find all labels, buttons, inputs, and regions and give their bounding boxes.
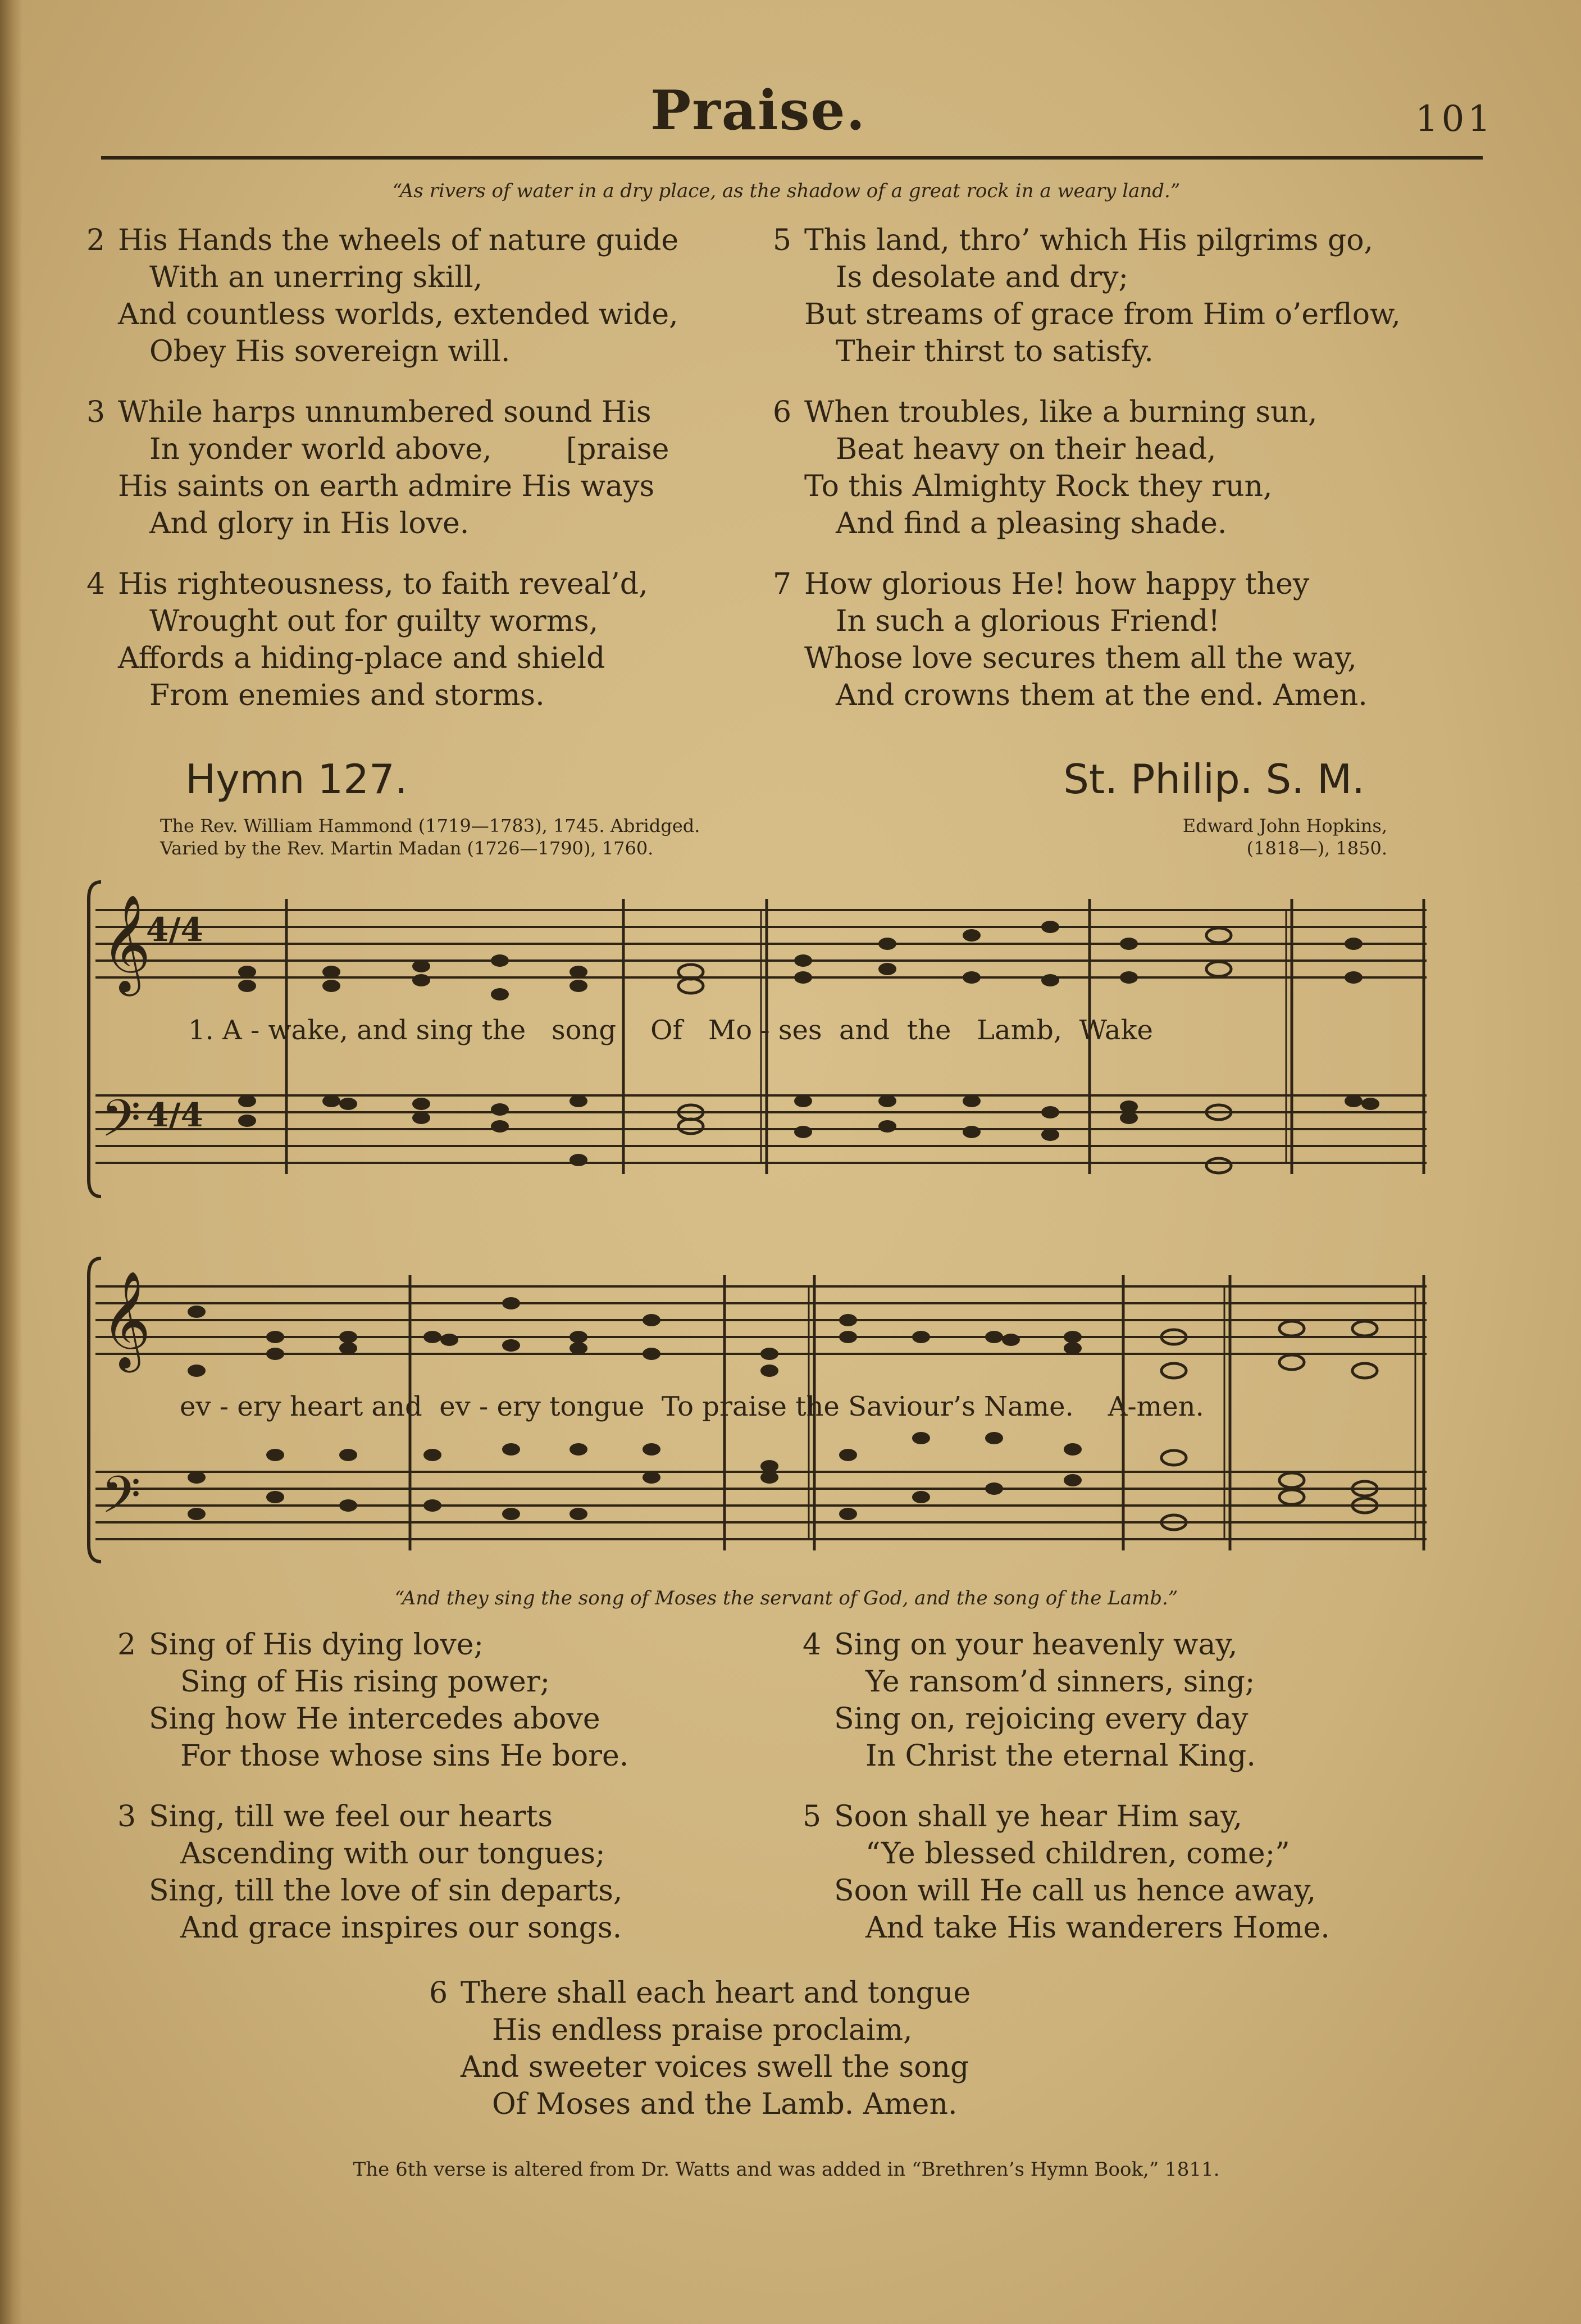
bass-clef-icon: 𝄢 — [101, 1465, 141, 1537]
verse-line: In Christ the eternal King. — [865, 1739, 1256, 1773]
verse-line: And crowns them at the end. Amen. — [836, 679, 1368, 712]
verse-number: 3 — [117, 1800, 136, 1834]
composer-line: Edward John Hopkins, — [1182, 815, 1387, 836]
verse-line: In yonder world above, [praise — [149, 433, 669, 466]
verse-number: 2 — [86, 224, 106, 257]
verse-number: 5 — [773, 224, 792, 257]
header-rule — [101, 156, 1483, 160]
page-title: Praise. — [650, 79, 866, 142]
verse-number: 2 — [117, 1628, 136, 1662]
verse-line: In such a glorious Friend! — [836, 604, 1220, 638]
verse-line: With an unerring skill, — [149, 261, 483, 294]
verse-line: Their thirst to satisfy. — [836, 335, 1154, 369]
verse-line: From enemies and storms. — [149, 679, 545, 712]
verse-line: Ye ransom’d sinners, sing; — [865, 1665, 1255, 1699]
verse-line: But streams of grace from Him o’erflow, — [804, 298, 1401, 331]
verse-line: His saints on earth admire His ways — [118, 470, 655, 503]
verse-line: His Hands the wheels of nature guide — [118, 224, 679, 257]
verse-line: Sing on, rejoicing every day — [834, 1702, 1249, 1736]
treble-clef-icon: 𝄞 — [101, 1271, 151, 1368]
verse-number: 4 — [86, 567, 106, 601]
top-epigraph: “As rivers of water in a dry place, as the shadow of a great rock in a weary land.” — [392, 180, 1181, 202]
verse-line: Whose love secures them all the way, — [804, 642, 1357, 675]
verse-line: And find a pleasing shade. — [836, 507, 1227, 540]
verse-line: For those whose sins He bore. — [180, 1739, 629, 1773]
top-right-verses — [771, 222, 1501, 714]
composer-line: (1818—), 1850. — [1246, 838, 1387, 859]
verse-line: Obey His sovereign will. — [149, 335, 511, 369]
verse-number: 4 — [803, 1628, 822, 1662]
verse-line: Soon shall ye hear Him say, — [834, 1800, 1243, 1834]
author-line: Varied by the Rev. Martin Madan (1726—1790), 1760. — [160, 838, 654, 859]
lyrics-line: 1. A - wake, and sing the song Of Mo - ses and the Lamb, Wake — [188, 1015, 1153, 1046]
verse-line: This land, thro’ which His pilgrims go, — [804, 224, 1374, 257]
verse-line: Sing, till we feel our hearts — [149, 1800, 553, 1834]
verse-line: How glorious He! how happy they — [804, 567, 1310, 601]
composer-credit — [955, 815, 1387, 859]
verse-number: 3 — [86, 395, 106, 429]
time-signature-bass: 4/4 — [146, 1096, 203, 1134]
music-system-1 — [84, 876, 1443, 1202]
verse-7 — [771, 566, 1501, 714]
verse-5 — [800, 1798, 1474, 1946]
tune-name: St. Philip. S. M. — [1063, 756, 1365, 803]
verse-line: His endless praise proclaim, — [492, 2013, 913, 2047]
verse-number: 7 — [773, 567, 792, 601]
verse-5 — [771, 222, 1501, 370]
verse-line: Is desolate and dry; — [836, 261, 1128, 294]
page-binding-shadow — [0, 0, 22, 2324]
lyrics-line: ev - ery heart and ev - ery tongue To praise the Saviour’s Name. A-men. — [180, 1391, 1204, 1422]
footnote: The 6th verse is altered from Dr. Watts and was added in “Brethren’s Hymn Book,” 1811. — [353, 2158, 1220, 2181]
verse-line: And countless worlds, extended wide, — [118, 298, 678, 331]
verse-line: Sing of His dying love; — [149, 1628, 484, 1662]
bass-clef-icon: 𝄢 — [101, 1089, 141, 1161]
verse-line: Sing how He intercedes above — [149, 1702, 600, 1736]
verse-line: When troubles, like a burning sun, — [804, 395, 1318, 429]
verse-line: Sing, till the love of sin departs, — [149, 1874, 623, 1908]
music-system-2 — [84, 1253, 1443, 1567]
verse-line: “Ye blessed children, come;” — [865, 1837, 1290, 1871]
verse-line: Sing of His rising power; — [180, 1665, 550, 1699]
verse-line: Soon will He call us hence away, — [834, 1874, 1316, 1908]
verse-3 — [115, 1798, 789, 1946]
verse-line: And sweeter voices swell the song — [461, 2050, 969, 2084]
author-line: The Rev. William Hammond (1719—1783), 1745. Abridged. — [160, 815, 700, 836]
bottom-right-verses — [800, 1626, 1474, 1946]
verse-line: Of Moses and the Lamb. Amen. — [492, 2087, 958, 2121]
bottom-left-verses — [115, 1626, 789, 1946]
verse-number: 6 — [429, 1976, 448, 2010]
verse-2 — [115, 1626, 789, 1775]
verse-line: And grace inspires our songs. — [180, 1911, 622, 1945]
center-verse-6 — [427, 1975, 1101, 2123]
author-credit — [160, 815, 890, 859]
verse-line: And take His wanderers Home. — [865, 1911, 1330, 1945]
verse-number: 5 — [803, 1800, 822, 1834]
treble-staff — [95, 1286, 1427, 1354]
verse-line: Affords a hiding-place and shield — [118, 642, 605, 675]
verse-6 — [771, 394, 1501, 542]
page-number: 101 — [1415, 98, 1494, 140]
verse-line: Sing on your heavenly way, — [834, 1628, 1238, 1662]
hymn-number: Hymn 127. — [185, 756, 408, 803]
verse-line: Ascending with our tongues; — [180, 1837, 605, 1871]
verse-line: Beat heavy on their head, — [836, 433, 1216, 466]
verse-2 — [84, 222, 758, 370]
verse-line: There shall each heart and tongue — [461, 1976, 971, 2010]
time-signature-treble: 4/4 — [146, 911, 203, 949]
verse-4 — [84, 566, 758, 714]
verse-number: 6 — [773, 395, 792, 429]
verse-line: Wrought out for guilty worms, — [149, 604, 599, 638]
bottom-epigraph: “And they sing the song of Moses the servant of God, and the song of the Lamb.” — [394, 1587, 1178, 1609]
bass-staff — [95, 1472, 1427, 1539]
treble-clef-icon: 𝄞 — [101, 894, 151, 992]
verse-line: His righteousness, to faith reveal’d, — [118, 567, 648, 601]
top-left-verses — [84, 222, 758, 714]
verse-3 — [84, 394, 758, 542]
verse-line: While harps unnumbered sound His — [118, 395, 651, 429]
notes — [238, 921, 1379, 1173]
verse-line: To this Almighty Rock they run, — [804, 470, 1273, 503]
verse-4 — [800, 1626, 1474, 1775]
verse-line: And glory in His love. — [149, 507, 470, 540]
